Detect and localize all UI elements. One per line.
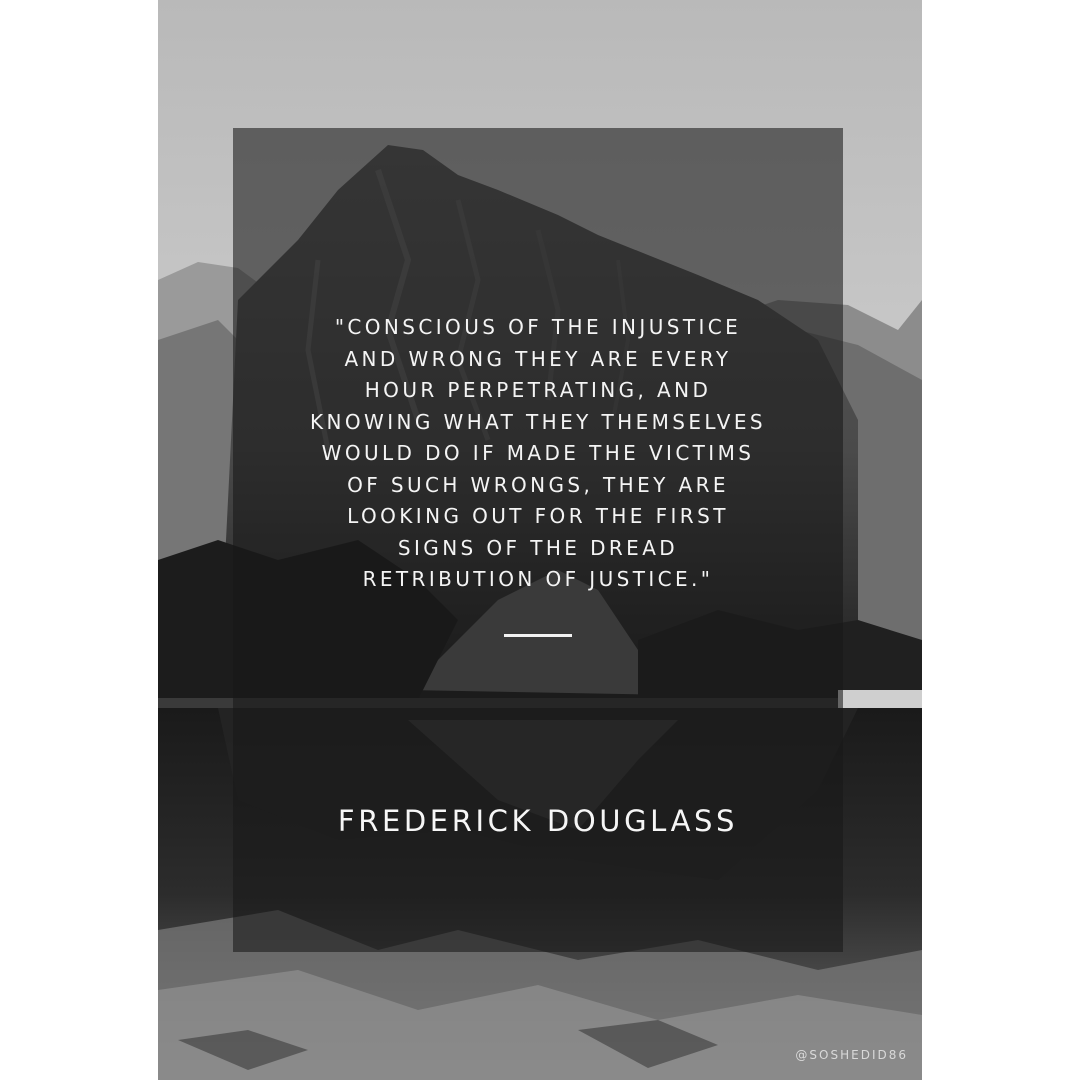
quote-poster <box>158 0 922 1080</box>
author-name: FREDERICK DOUGLASS <box>337 804 739 838</box>
quote-text: "CONSCIOUS OF THE INJUSTICE AND WRONG THEY ARE EVERY HOUR PERPETRATING, AND KNOWING WHAT THEY THEMSELVES WOULD DO IF MADE THE VICTIMS OF SUCH WRONGS, THEY ARE LOOKING OUT FOR THE FIRST SIGNS OF THE DREAD RETRIBUTION OF JUSTICE." <box>310 315 766 591</box>
divider-line <box>504 634 572 637</box>
watermark-handle: @SOSHEDID86 <box>795 1048 908 1062</box>
